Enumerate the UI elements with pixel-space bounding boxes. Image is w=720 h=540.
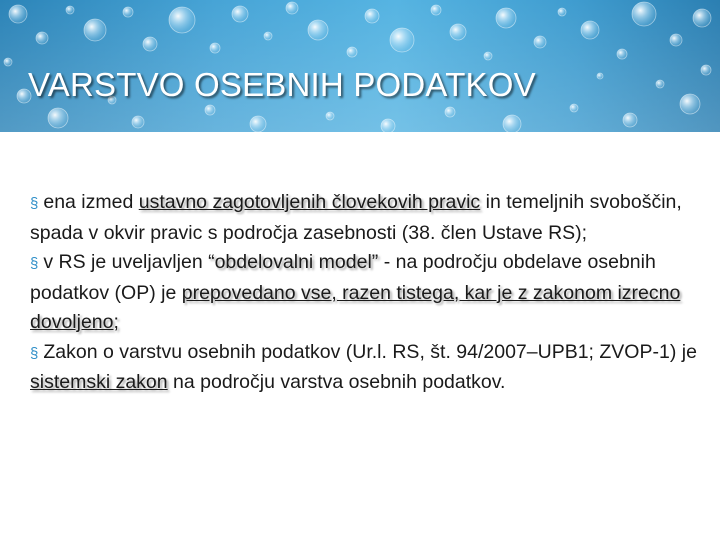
- bullet-marker: §: [30, 344, 39, 362]
- slide-title: VARSTVO OSEBNIH PODATKOV: [28, 66, 536, 103]
- bullet-text: in temeljnih svoboščin, spada v okvir pravic s področja zasebnosti (38. člen Ustave RS);: [30, 191, 682, 244]
- bullet-text: na področju varstva osebnih podatkov.: [167, 371, 506, 393]
- emphasized-text: sistemski zakon: [30, 371, 168, 393]
- list-item: [30, 338, 700, 398]
- emphasized-text: “obdelovalni model”: [208, 251, 379, 273]
- bullet-text: Zakon o varstvu osebnih podatkov (Ur.l. RS, št. 94/2007–UPB1; ZVOP-1) je: [43, 340, 697, 363]
- bullet-text: ena izmed: [43, 191, 139, 213]
- list-item: [30, 188, 700, 248]
- bullet-list: [30, 188, 700, 398]
- bullet-marker: §: [30, 255, 39, 272]
- emphasized-text: ustavno zagotovljenih človekovih pravic: [138, 191, 481, 213]
- bullet-marker: §: [30, 195, 39, 212]
- emphasized-text: prepovedano vse, razen tistega, kar je z zakonom izrecno dovoljeno;: [30, 281, 681, 333]
- bullet-text: v RS je uveljavljen: [43, 251, 209, 273]
- list-item: [30, 248, 700, 338]
- bullet-text: - na področju obdelave osebnih podatkov (OP) je: [30, 251, 656, 304]
- header-banner: [0, 0, 720, 132]
